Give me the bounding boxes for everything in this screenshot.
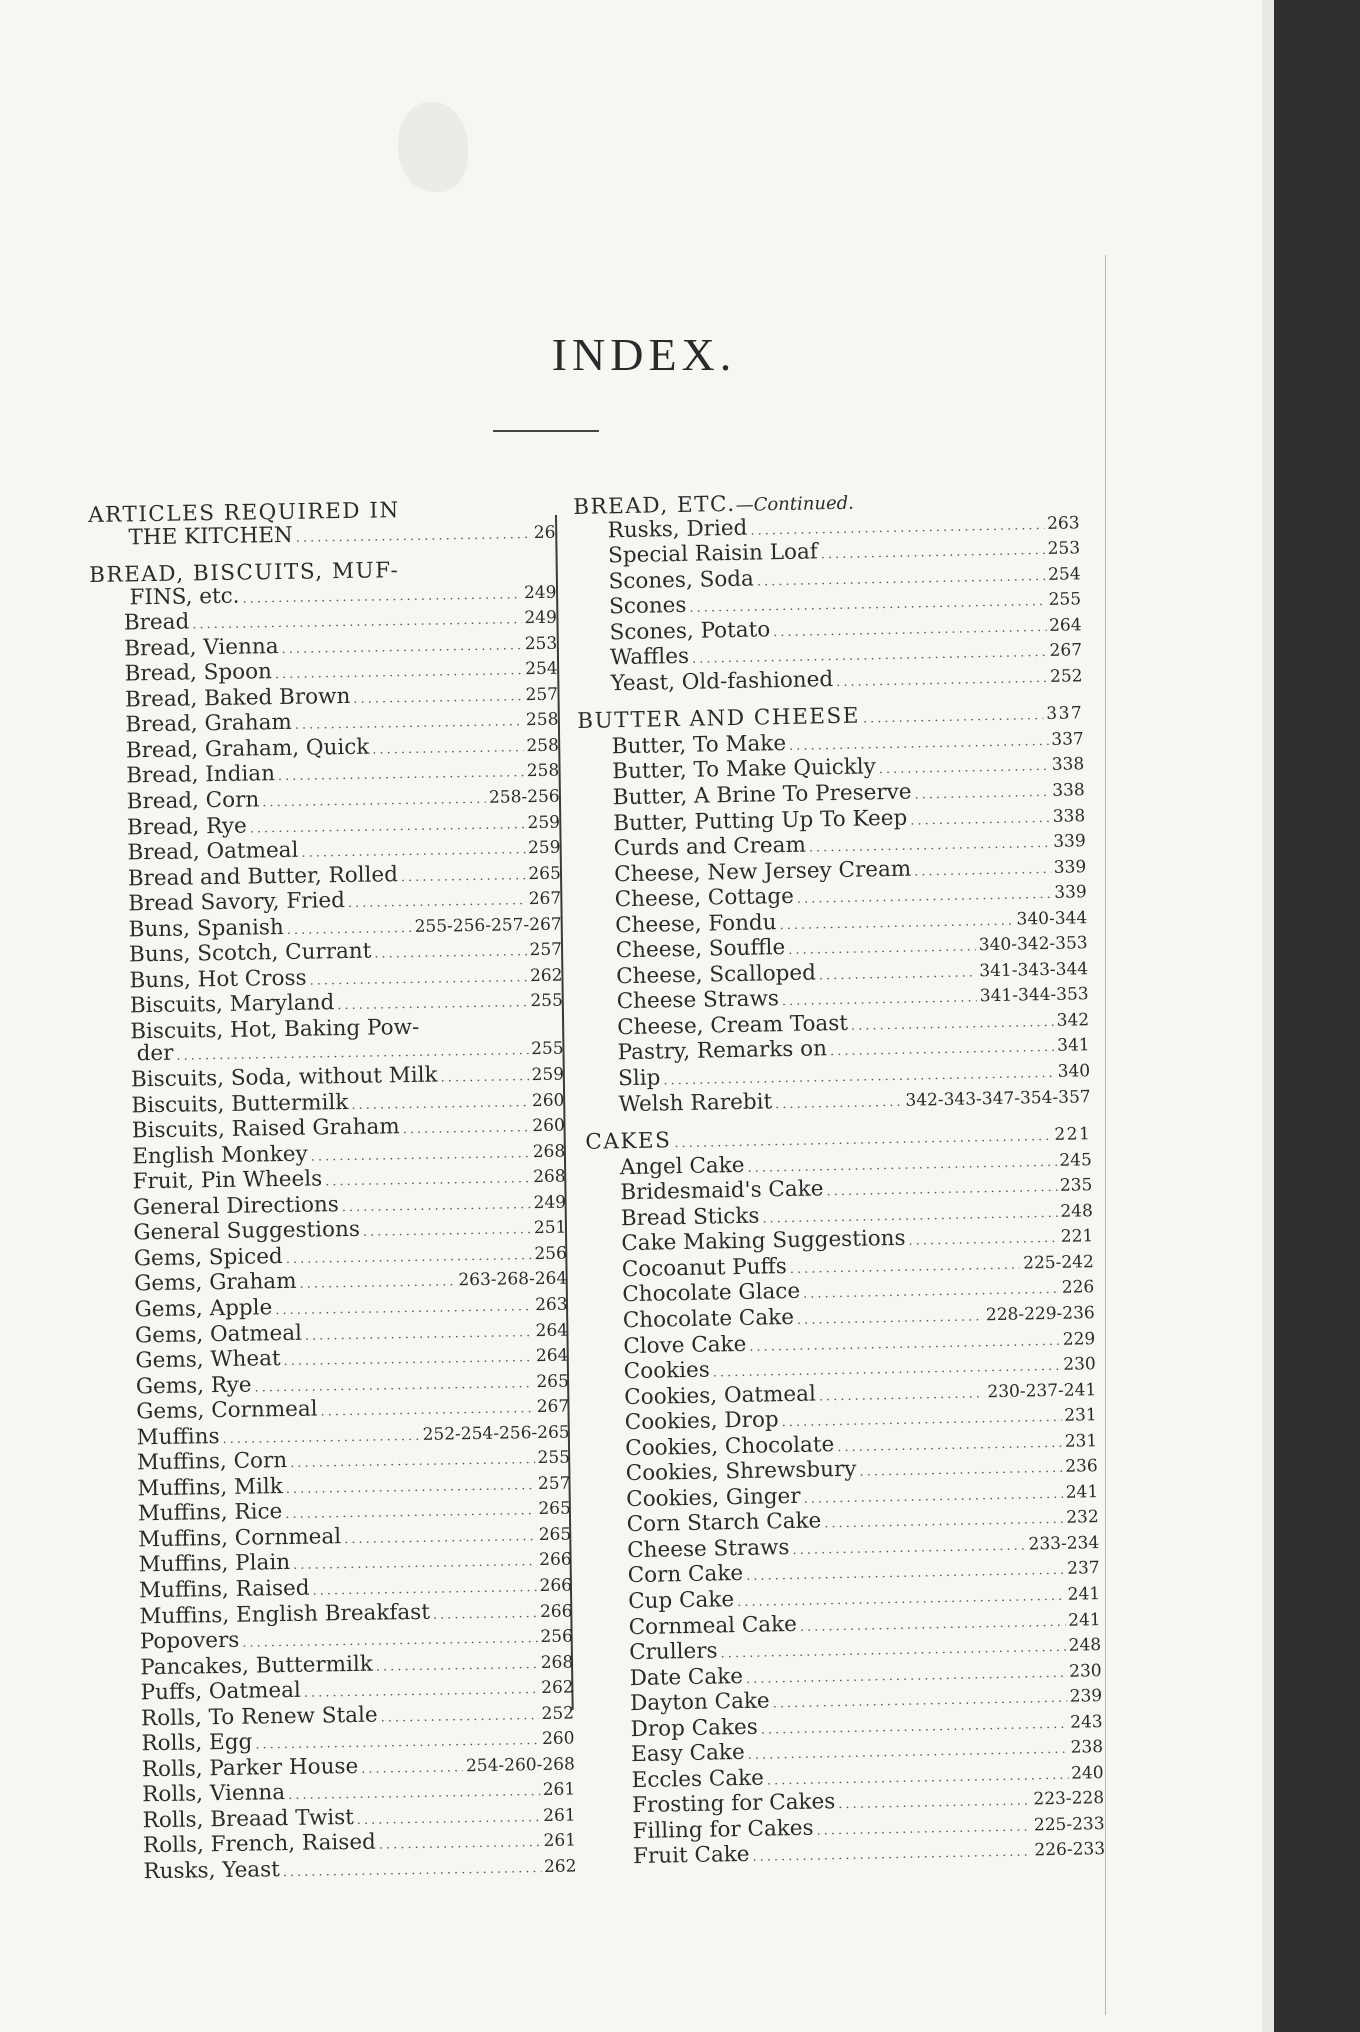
entry-label: Bread, Oatmeal (127, 837, 299, 866)
page-number: 338 (1051, 754, 1085, 776)
entry-label: Muffins, Cornmeal (138, 1524, 342, 1553)
page-number: 237 (1067, 1558, 1100, 1580)
entry-label: Muffins, Raised (138, 1575, 310, 1604)
page-number: 249 (533, 1192, 567, 1213)
page-number: 236 (1065, 1456, 1098, 1477)
entry-label: Biscuits, Soda, without Milk (130, 1062, 438, 1093)
entry-label: Cake Making Suggestions (621, 1226, 906, 1257)
page-number: 262 (541, 1677, 574, 1699)
page-number: 341-344-353 (979, 984, 1089, 1007)
leader-dots (372, 737, 523, 762)
page-number: 229 (1062, 1328, 1096, 1350)
entry-label: Cheese, New Jersey Cream (614, 856, 912, 887)
leader-dots (797, 1306, 983, 1332)
leader-dots (275, 660, 523, 686)
entry-label: Corn Starch Cake (626, 1508, 822, 1538)
page-number: 252-254-256-265 (422, 1422, 570, 1445)
page-number: 256 (534, 1243, 567, 1264)
entry-label: Bread, Indian (126, 761, 276, 789)
entry-label: Filling for Cakes (632, 1815, 814, 1844)
leader-dots (344, 1526, 536, 1552)
page-number: 254-260-268 (465, 1754, 575, 1777)
page-number: 26 (533, 522, 556, 543)
page-number: 265 (538, 1524, 572, 1545)
page-number: 251 (533, 1217, 567, 1239)
entry-label: Gems, Oatmeal (134, 1320, 303, 1348)
page-number: 249 (523, 582, 557, 603)
leader-dots (836, 668, 1047, 695)
entry-label: Popovers (139, 1627, 240, 1655)
leader-dots (824, 1509, 1063, 1536)
page-number: 257 (529, 939, 563, 961)
entry-label: Rolls, French, Raised (142, 1830, 377, 1859)
page-number: 221 (1060, 1226, 1094, 1248)
entry-label: Biscuits, Raised Graham (131, 1114, 400, 1144)
leader-dots (440, 1066, 528, 1090)
page-number: 259 (531, 1064, 565, 1086)
leader-dots (222, 1426, 419, 1452)
page-number: 268 (540, 1652, 574, 1673)
page-number: 230 (1068, 1660, 1102, 1682)
entry-label: Curds and Cream (613, 832, 807, 862)
page-fold-line (1105, 255, 1106, 2015)
page-number: 228-229-236 (985, 1303, 1095, 1326)
index-entry (109, 1854, 576, 1887)
leader-dots (285, 1500, 535, 1526)
entry-label: Gems, Spiced (133, 1243, 283, 1272)
entry-label: Cup Cake (627, 1587, 735, 1615)
entry-label: General Suggestions (133, 1217, 361, 1246)
page-number: 257 (537, 1473, 571, 1494)
entry-label: Butter, To Make Quickly (612, 754, 877, 785)
section-heading: ARTICLES REQUIRED IN (87, 498, 400, 528)
leader-dots (809, 833, 1051, 860)
page-number: 248 (1068, 1635, 1102, 1656)
leader-dots (403, 1117, 530, 1142)
leader-dots (309, 967, 527, 993)
entry-label: Welsh Rarebit (618, 1088, 773, 1117)
page-number: 340-344 (1016, 907, 1088, 930)
leader-dots (283, 1347, 533, 1373)
leader-dots (296, 524, 531, 550)
leader-dots (379, 1832, 541, 1857)
leader-dots (278, 763, 524, 789)
page-number: 248 (1060, 1200, 1093, 1222)
page-number: 265 (536, 1371, 569, 1392)
page-number: 261 (543, 1805, 576, 1826)
entry-label: Chocolate Glace (622, 1279, 801, 1308)
leader-dots (879, 756, 1049, 782)
entry-label: Angel Cake (619, 1152, 745, 1180)
entry-label: Cheese, Cottage (614, 884, 795, 913)
page-number: 226-233 (1034, 1839, 1106, 1861)
index-entry (599, 1837, 1105, 1872)
leader-dots (293, 1552, 536, 1578)
leader-dots (325, 1168, 530, 1194)
page-number: 252 (1049, 666, 1083, 687)
entry-label: Clove Cake (623, 1331, 747, 1359)
page-number: 230 (1063, 1354, 1096, 1375)
leader-dots (821, 540, 1045, 567)
page-number: 342-343-347-354-357 (905, 1086, 1091, 1111)
page-edge (1262, 0, 1274, 2032)
page-number: 260 (531, 1090, 565, 1111)
page-number: 262 (543, 1856, 577, 1877)
leader-dots (353, 686, 523, 711)
leader-dots (255, 1730, 539, 1757)
page-number: 339 (1053, 831, 1086, 852)
page-number: 257 (525, 684, 559, 705)
leader-dots (816, 1816, 1031, 1843)
page-number: 261 (543, 1830, 577, 1852)
leader-dots (838, 1791, 1031, 1817)
entry-label: Cheese, Souffle (615, 935, 786, 964)
leader-dots (311, 1143, 530, 1169)
entry-label: Gems, Cornmeal (136, 1396, 318, 1425)
leader-dots (305, 1322, 533, 1348)
page-number: 267 (536, 1396, 570, 1418)
entry-label: Bread and Butter, Rolled (127, 861, 399, 892)
entry-label: BUTTER AND CHEESE (577, 703, 861, 735)
entry-label: Gems, Graham (134, 1269, 297, 1297)
entry-label: Corn Cake (627, 1561, 744, 1589)
entry-label: Drop Cakes (630, 1714, 759, 1742)
page-number: 260 (532, 1115, 565, 1137)
leader-dots (286, 1475, 536, 1501)
entry-label: Scones, Soda (608, 566, 755, 594)
entry-label: Fruit, Pin Wheels (132, 1166, 323, 1195)
entry-label: Muffins, Milk (137, 1473, 283, 1502)
leader-dots (752, 1842, 1031, 1870)
entry-label: Bridesmaid's Cake (620, 1176, 824, 1206)
index-column-right (573, 487, 1105, 1872)
entry-label: Puffs, Oatmeal (140, 1677, 302, 1706)
entry-label: Gems, Wheat (135, 1346, 281, 1374)
entry-label: Cheese, Scalloped (615, 960, 817, 990)
page-number: 243 (1069, 1711, 1103, 1733)
entry-label: Rusks, Dried (607, 515, 748, 543)
leader-dots (351, 1092, 529, 1117)
page-number: 235 (1059, 1175, 1093, 1196)
entry-label: Bread Sticks (620, 1203, 760, 1231)
leader-dots (790, 1254, 1021, 1281)
leader-dots (254, 1373, 533, 1400)
leader-dots (242, 584, 521, 611)
page-number: 258 (526, 761, 560, 782)
page-number: 225-233 (1033, 1813, 1105, 1836)
entry-label: Bread, Baked Brown (124, 683, 351, 713)
page-number: 264 (535, 1320, 569, 1341)
page-number: 263 (1046, 512, 1080, 534)
page-number: 225-242 (1022, 1252, 1094, 1274)
page-number: 341-343-344 (979, 959, 1089, 982)
entry-label: Rolls, Breaad Twist (142, 1804, 354, 1834)
leader-dots (283, 1858, 542, 1885)
entry-label: Crullers (628, 1638, 718, 1666)
page-number: 261 (542, 1779, 576, 1801)
title-rule (493, 430, 599, 432)
entry-label: Fruit Cake (632, 1842, 750, 1870)
page-number: 259 (527, 837, 561, 859)
page-number: 268 (532, 1141, 566, 1162)
page-number: 338 (1052, 805, 1086, 827)
entry-label: Cheese Straws (616, 986, 780, 1015)
leader-dots (250, 814, 525, 841)
page-number: 264 (1048, 614, 1082, 636)
page-number: 265 (528, 863, 561, 884)
leader-dots (242, 1628, 537, 1655)
entry-label: Easy Cake (630, 1740, 745, 1768)
page-number: 223-228 (1033, 1788, 1105, 1810)
entry-label: Scones, Potato (609, 616, 771, 646)
page-number: 266 (539, 1601, 573, 1622)
leader-dots (788, 937, 976, 963)
leader-dots (348, 890, 526, 915)
entry-label: Eccles Cake (631, 1765, 765, 1793)
entry-label: Muffins, English Breakfast (139, 1599, 431, 1629)
leader-dots (337, 993, 527, 1019)
page-number: 260 (541, 1728, 575, 1750)
leader-dots (819, 1383, 985, 1409)
page-number: 340-342-353 (978, 933, 1088, 956)
page-number: 337 (1046, 703, 1084, 725)
page-number: 254 (1047, 563, 1081, 585)
entry-label: THE KITCHEN (128, 522, 293, 550)
entry-label: Butter, A Brine To Preserve (612, 779, 912, 811)
page-number: 256 (540, 1626, 573, 1648)
page-number: 232 (1066, 1507, 1099, 1529)
page-number: 255 (530, 990, 564, 1012)
leader-dots (837, 1432, 1062, 1459)
page-number: 337 (1051, 729, 1084, 750)
leader-dots (262, 789, 486, 815)
entry-label: Cookies, Chocolate (625, 1431, 835, 1461)
page-number: 258 (526, 735, 559, 757)
page-number: 231 (1064, 1405, 1097, 1426)
page-number: 338 (1052, 780, 1085, 801)
section-heading: BREAD, BISCUITS, MUF- (88, 558, 400, 589)
leader-dots (290, 1449, 535, 1475)
page-number: 240 (1070, 1762, 1104, 1784)
entry-label: Gems, Rye (135, 1372, 252, 1399)
entry-label: Biscuits, Hot, Baking Pow- (130, 1014, 420, 1045)
entry-label: Muffins (136, 1423, 220, 1451)
page-number: 255 (1048, 589, 1082, 611)
entry-label: General Directions (132, 1191, 339, 1221)
entry-label: Bread, Vienna (124, 633, 279, 662)
page-number: 254 (525, 658, 558, 680)
leader-dots (361, 1757, 463, 1781)
entry-label: Bread, Graham, Quick (125, 734, 370, 764)
leader-dots (304, 1679, 539, 1705)
page-number: 241 (1065, 1481, 1099, 1503)
leader-dots (792, 1535, 1025, 1562)
entry-label: Butter, To Make (611, 730, 787, 760)
leader-dots (914, 859, 1051, 884)
page-number: 245 (1059, 1149, 1093, 1171)
page-number: 241 (1067, 1584, 1101, 1605)
page-number: 267 (1049, 640, 1083, 662)
entry-label: CAKES (585, 1128, 672, 1156)
page-number: 340 (1057, 1061, 1091, 1082)
leader-dots (281, 635, 522, 661)
page-number: 262 (529, 965, 563, 986)
page-number: 241 (1068, 1609, 1101, 1631)
page-number: 231 (1064, 1430, 1098, 1452)
entry-label: Biscuits, Maryland (129, 990, 335, 1019)
entry-label: Buns, Spanish (128, 914, 284, 943)
leader-dots (286, 1245, 532, 1271)
page-number: 263 (535, 1294, 568, 1316)
leader-dots (380, 1705, 538, 1730)
leader-dots (275, 1296, 532, 1323)
page-number: 258 (525, 710, 559, 731)
leader-dots (320, 1398, 534, 1424)
page-number: 255-256-257-267 (414, 914, 562, 937)
entry-label: Cookies (623, 1357, 711, 1385)
page-number: 264 (535, 1345, 569, 1367)
page-number: 266 (539, 1575, 573, 1597)
entry-label: Scones (608, 593, 687, 620)
leader-dots (914, 782, 1049, 807)
leader-dots (779, 910, 1013, 937)
entry-label: Gems, Apple (134, 1295, 273, 1323)
leader-dots (301, 839, 525, 865)
page-number: 253 (1047, 538, 1081, 559)
page-number: 239 (1069, 1686, 1103, 1707)
entry-label: Bread, Graham (125, 710, 293, 738)
entry-label: Rolls, Parker House (141, 1753, 359, 1783)
page-number: 266 (539, 1549, 572, 1571)
page-number: 342 (1056, 1010, 1090, 1031)
page-number: 252 (541, 1703, 575, 1724)
entry-label: Frosting for Cakes (631, 1789, 836, 1819)
entry-label: Muffins, Corn (136, 1448, 288, 1476)
continued-note: —Continued. (735, 492, 855, 516)
entry-label: Cookies, Drop (624, 1407, 779, 1436)
entry-label: Date Cake (629, 1663, 744, 1691)
entry-label: Buns, Hot Cross (129, 965, 307, 994)
page-number: 221 (1054, 1124, 1092, 1145)
entry-label: Slip (617, 1065, 661, 1092)
entry-label: Bread, Spoon (124, 659, 273, 687)
leader-dots (826, 1177, 1057, 1204)
entry-label: Special Raisin Loaf (607, 539, 818, 569)
leader-dots (859, 1458, 1062, 1484)
leader-dots (342, 1194, 531, 1220)
page-number: 230-237-241 (987, 1379, 1097, 1402)
entry-label: Pastry, Remarks on (617, 1036, 828, 1066)
entry-label: Cookies, Oatmeal (624, 1381, 817, 1410)
index-column-left (88, 498, 577, 1888)
entry-label: English Monkey (132, 1141, 308, 1170)
entry-label: Biscuits, Buttermilk (131, 1089, 349, 1118)
entry-label: Rolls, Egg (141, 1729, 253, 1757)
leader-dots (782, 988, 977, 1014)
entry-label: Bread, Rye (126, 813, 247, 840)
entry-label: Bread (123, 609, 190, 636)
page-number: 265 (538, 1498, 571, 1520)
leader-dots (288, 1781, 540, 1807)
page-number: 233-234 (1028, 1532, 1100, 1555)
entry-label: Butter, Putting Up To Keep (613, 805, 908, 836)
leader-dots (433, 1603, 537, 1627)
leader-dots (357, 1807, 541, 1832)
page-number: 255 (530, 1039, 564, 1060)
entry-label: Waffles (609, 644, 690, 671)
leader-dots (830, 1037, 1055, 1064)
leader-dots (374, 941, 527, 966)
page-number: 341 (1056, 1035, 1090, 1057)
leader-dots (295, 712, 523, 738)
entry-label: Cornmeal Cake (628, 1611, 798, 1640)
entry-label: der (136, 1041, 174, 1067)
entry-label: Rolls, To Renew Stale (140, 1702, 378, 1732)
entry-label: Cheese, Cream Toast (616, 1010, 849, 1041)
page-number: 249 (524, 607, 557, 629)
page-title: INDEX. (551, 329, 737, 380)
entry-label: Buns, Scotch, Currant (128, 938, 372, 968)
leader-dots (863, 705, 1044, 731)
entry-label: Cheese Straws (626, 1534, 790, 1564)
entry-label: Muffins, Plain (138, 1550, 291, 1578)
page-number: 255 (537, 1447, 571, 1469)
entry-label: Rusks, Yeast (143, 1857, 280, 1885)
entry-label: Yeast, Old-fashioned (610, 666, 834, 697)
page-number: 258-256 (488, 786, 560, 808)
entry-label: Cocoanut Puffs (621, 1253, 788, 1283)
leader-dots (401, 865, 526, 889)
page-number: 263-268-264 (458, 1268, 568, 1291)
leader-dots (363, 1219, 531, 1244)
page-number: 238 (1070, 1737, 1104, 1758)
page-number: 253 (524, 633, 558, 654)
entry-label: Dayton Cake (629, 1688, 770, 1717)
entry-label: Pancakes, Buttermilk (140, 1651, 374, 1680)
entry-label: Cheese, Fondu (614, 909, 777, 939)
leader-dots (910, 807, 1050, 832)
entry-label: Bread Savory, Fried (128, 888, 346, 917)
leader-dots (851, 1012, 1054, 1038)
entry-label: FINS, etc. (129, 583, 240, 610)
entry-label: Muffins, Rice (137, 1499, 283, 1527)
leader-dots (908, 1228, 1058, 1253)
page-number: 339 (1054, 882, 1087, 904)
entry-label: Cookies, Ginger (626, 1483, 801, 1512)
leader-dots (819, 962, 977, 988)
page-number: 267 (528, 888, 562, 910)
entry-label: Rolls, Vienna (142, 1780, 286, 1808)
page-number: 339 (1053, 856, 1087, 878)
paper-stain (398, 102, 468, 192)
leader-dots (775, 1091, 903, 1116)
leader-dots (299, 1272, 455, 1297)
entry-label: Bread, Corn (126, 787, 260, 815)
entry-label: Chocolate Cake (622, 1304, 795, 1334)
heading-text: BREAD, ETC. (572, 491, 736, 520)
page-number: 259 (527, 812, 561, 833)
page-number: 268 (533, 1166, 566, 1188)
leader-dots (376, 1654, 538, 1679)
entry-label: Cookies, Shrewsbury (625, 1456, 857, 1487)
page-number: 226 (1061, 1277, 1095, 1299)
